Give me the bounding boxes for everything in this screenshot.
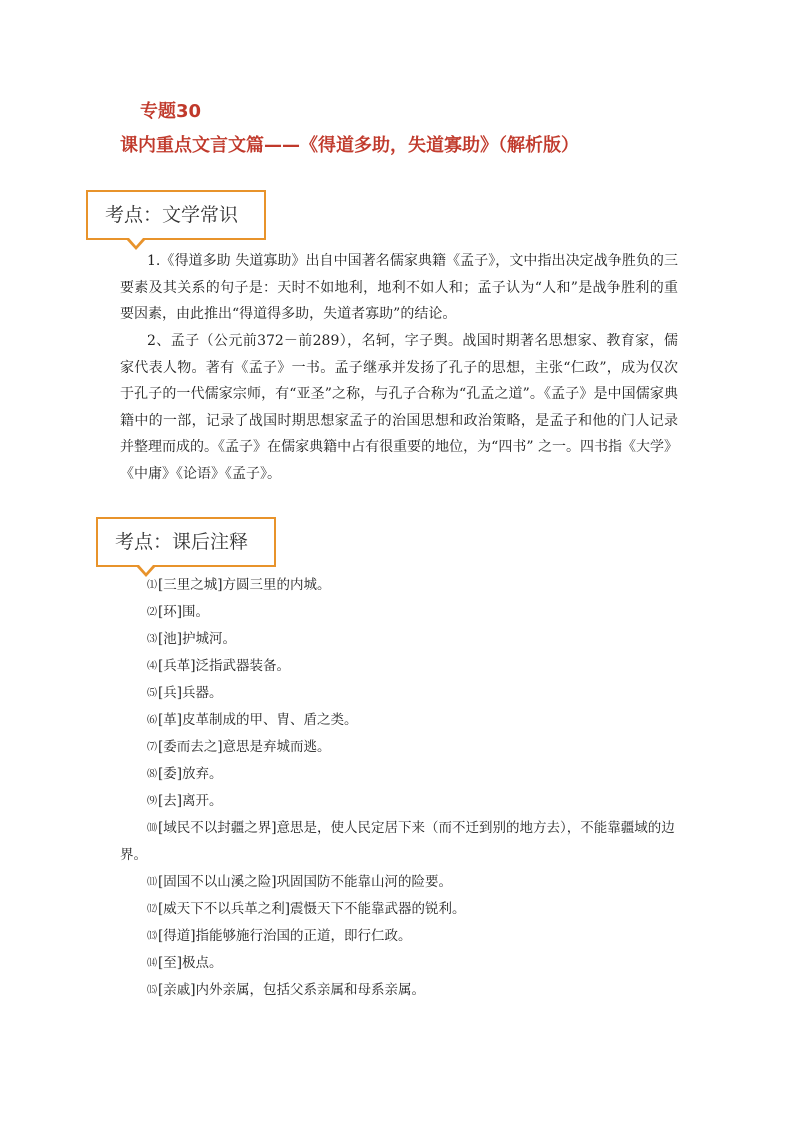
title-text: 课内重点文言文篇——《得道多助，失道寡助》（解析版） (120, 135, 579, 156)
page-title (120, 95, 680, 163)
annotation-list (120, 572, 680, 1004)
annotation-item: ⑺[委而去之]意思是弃城而逃。 (147, 739, 331, 755)
annotation-item: ⑼[去]离开。 (147, 793, 223, 809)
annotation-item: ⑻[委]放弃。 (147, 766, 223, 782)
annotation-item: ⑽[域民不以封疆之界]意思是，使人民定居下来（而不迁到别的地方去），不能靠疆域的边界。 (120, 820, 675, 863)
annotation-item: ⒂[亲戚]内外亲属，包括父系亲属和母系亲属。 (147, 982, 426, 998)
annotation-item: ⑹[革]皮革制成的甲、胄、盾之类。 (147, 712, 358, 728)
annotation-item: ⑷[兵革]泛指武器装备。 (147, 658, 291, 674)
annotation-item: ⑵[环]围。 (147, 604, 210, 620)
annotation-item: ⒀[得道]指能够施行治国的正道，即行仁政。 (147, 928, 412, 944)
paragraph-2 (120, 328, 678, 487)
section-heading-annotations: 考点：课后注释 (96, 517, 276, 567)
annotation-item: ⒁[至]极点。 (147, 955, 223, 971)
annotation-item: ⑾[固国不以山溪之险]巩固国防不能靠山河的险要。 (147, 874, 453, 890)
annotation-item: ⑿[威天下不以兵革之利]震慑天下不能靠武器的锐利。 (147, 901, 466, 917)
paragraph-2-text: 2、孟子（公元前372－前289），名轲，字子舆。战国时期著名思想家、教育家，儒家代表人物。著有《孟子》一书。孟子继承并发扬了孔子的思想，主张“仁政”，成为仅次于孔子的一代儒家宗师，有“亚圣”之称，与孔子合称为“孔孟之道”。《孟子》是中国儒家典籍中的一部，记录了战国时期思想家孟子的治国思想和政治策略，是孟子和他的门人记录并整理而成的。《孟子》在儒家典籍中占有很重要的地位，为“四书” 之一。四书指《大学》《中庸》《论语》《孟子》。 (120, 333, 678, 482)
annotation-item: ⑸[兵]兵器。 (147, 685, 223, 701)
paragraph-1-text: 1.《得道多助 失道寡助》出自中国著名儒家典籍《孟子》，文中指出决定战争胜负的三要素及其关系的句子是：天时不如地利，地利不如人和；孟子认为“人和”是战争胜利的重要因素，由此推出“得道得多助，失道者寡助”的结论。 (120, 253, 678, 322)
annotation-item: ⑴[三里之城]方圆三里的内城。 (147, 577, 331, 593)
section-heading-literary-knowledge: 考点：文学常识 (86, 190, 266, 240)
paragraph-1 (120, 248, 678, 328)
title-prefix: 专题30 (140, 101, 202, 122)
annotation-item: ⑶[池]护城河。 (147, 631, 237, 647)
